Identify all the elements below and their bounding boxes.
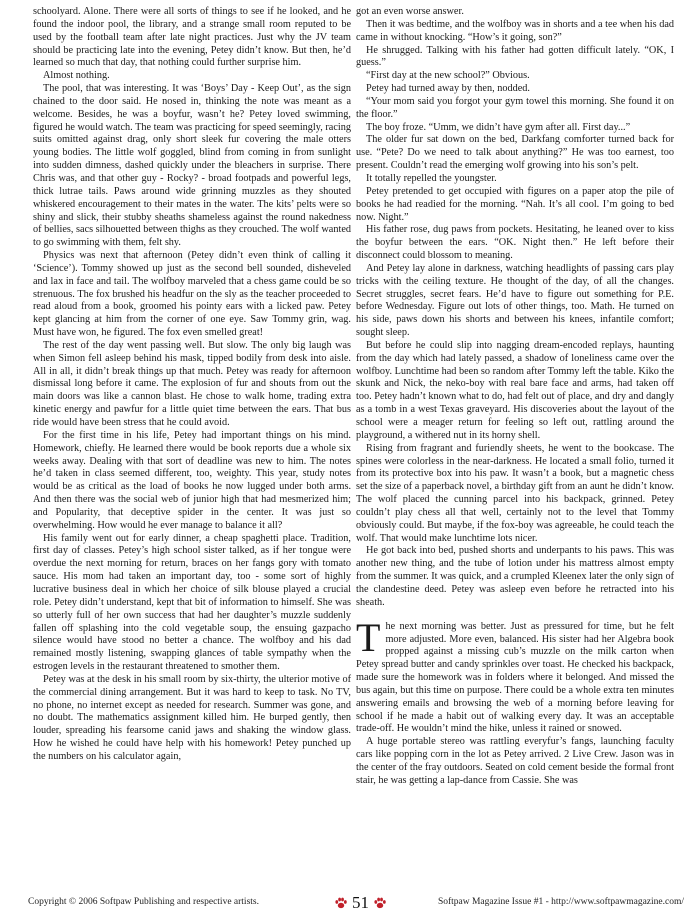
paragraph: Petey was at the desk in his small room by six-thirty, the ulterior motive of the commercial dining arrangement. But it was hard to keep to task. No TV, no phone, no internet except as needed for research. Summer was gone, and no doubt. The mathematics assignment killed him. He burped gently, then louder, spreading his fearsome canid jaws and shaking the window glass. How he wished he could have help with his homework! Petey punched up the numbers on his calculator again, xyxy=(33,673,351,762)
paragraph: And Petey lay alone in darkness, watching headlights of passing cars play tricks with the ceiling texture. He thought of the day, of all the changes. Secret struggles, secret fears. He’d have to figure out something for P.E. before Wednesday. Figure out lots of other things, too. Math. He turned on his side, paws down his shorts and between his knees, infantile comfort; sought sleep. xyxy=(356,262,674,339)
paragraph: Petey pretended to get occupied with figures on a paper atop the pile of books he had readied for the morning. “Nah. It’s all cool. I’m going to bed now. Night.” xyxy=(356,185,674,223)
page-number-block xyxy=(334,893,387,913)
paragraph: But before he could slip into nagging dream-encoded replays, haunting from the day which had lately passed, a shadow of loneliness came over the wolfboy. Lunchtime had been so random after Tommy left the table. Kiko the skunk and Nick, the neko-boy with real bare face and arms, had taken off too. Petey hadn’t known what to do, had felt out of place, and dry and dangly as a tomb in a west Texas graveyard. His discoveries about the layout of the school were a meager return for feeling so left out, rattling around the playground, a withered nut in its horny shell. xyxy=(356,339,674,441)
paragraph: Rising from fragrant and furiendly sheets, he went to the bookcase. The spines were colorless in the near-darkness. He located a small folio, turned it from its protective box into his paw. It wasn’t a book, but a magnetic chess set the size of a paperback novel, a birthday gift from an aunt he didn’t know. The wolf placed the cunning parcel into his backpack, grinned. Petey couldn’t play chess all that well, certainly not to the level that Tommy obviously could. But maybe, if the fox-boy was agreeable, he could teach the wolf. That would make lunchtime lots nicer. xyxy=(356,442,674,544)
paragraph: schoolyard. Alone. There were all sorts of things to see if he looked, and he found the indoor pool, the library, and a strange small room reputed to be used by the football team after late night practices. Just why the JV team should be practicing late into the evening, Petey didn’t know. But then, he’d learned so much that day, that nothing could further surprise him. xyxy=(33,6,351,69)
paragraph: The older fur sat down on the bed, Darkfang comforter turned back for use. “Pete? Do we need to talk about anything?” He was too earnest, too present. Couldn’t read the emerging wolf growing into his son’s pelt. xyxy=(356,134,674,172)
paragraph: His family went out for early dinner, a cheap spaghetti place. Tradition, first day of classes. Petey’s high school sister talked, as if her tongue were overdue the next morning for return, braces on her fangs gory with tomato sauce. His mom had taken an important day, too - some sort of highly lucrative business deal in which her choice of silk blouse played a crucial role. Petey didn’t understand, kept that bit of information to himself. She was so utterly full of her own success that had her daughter’s muzzle suddenly fallen off splashing into the cold vegetable soup, the ensuing gazpacho silence would have stood no better a chance. The wolfboy and his dad remained mostly listening, swapping glances of table sympathy when the estrogen levels in the restaurant threatened to smother them. xyxy=(33,532,351,673)
paragraph: The boy froze. “Umm, we didn’t have gym after all. First day...” xyxy=(366,121,631,133)
paragraph: He got back into bed, pushed shorts and underpants to his paws. This was another new thing, and the tube of lotion under his mattress almost empty from the summer. It was quick, and a crumpled Kleenex later the only sign of the clandestine deed. Petey was asleep even before he retracted into his sheath. xyxy=(356,545,674,608)
paragraph: Almost nothing. xyxy=(43,70,110,82)
right-column xyxy=(356,6,674,788)
page-footer xyxy=(28,895,686,913)
paragraph: He shrugged. Talking with his father had gotten difficult lately. “OK, I guess.” xyxy=(356,44,674,69)
magazine-credit: Softpaw Magazine Issue #1 - http://www.softpawmagazine.com/ xyxy=(437,897,684,907)
paragraph: Then it was bedtime, and the wolfboy was in shorts and a tee when his dad came in without knocking. “How’s it going, son?” xyxy=(356,18,674,43)
paragraph: got an even worse answer. xyxy=(356,6,464,17)
paragraph: The rest of the day went passing well. But slow. The only big laugh was when Simon fell asleep behind his mask, tipped bodily from desk into aisle. All in all, it didn’t break things up that much. Petey was ready for afternoon dismissal long before it came. The explosion of fur and shouts from out the main doors was like a cannon blast. He chose to walk home, trading extra kinetic energy and pawfur for a little quiet time between the ears. That bus ride would have been stress that he could avoid. xyxy=(33,339,351,428)
paragraph: “Your mom said you forgot your gym towel this morning. She found it on the floor.” xyxy=(356,95,674,120)
paw-print-icon xyxy=(373,896,387,910)
paragraph: A huge portable stereo was rattling everyfur’s fangs, launching faculty cars like popping corn in the lot as Petey arrived. 2 Live Crew. Jason was in the center of the fray outdoors. Seated on cold cement beside the formal front stair, he was getting a lap-dance from Cassie. She was xyxy=(356,736,674,786)
paw-print-icon xyxy=(334,896,348,910)
paragraph: For the first time in his life, Petey had important things on his mind. Homework, chiefly. He learned there would be book reports due a whole six weeks away. Dealing with that sort of deadline was new to him. The notes he’d taken in class seemed different, too, weighty. This year, study notes would be as critical as the load of books he now lugged under both arms. And then there was the social web of junior high that had mesmerized him; and Popularity, that deceptive spider in the center. It was just so overwhelming. How would he ever manage to balance it all? xyxy=(33,429,351,531)
paragraph-text: he next morning was better. Just as pressured for time, but he felt more adjusted. More even, balanced. His sister had her Algebra book propped against a missing cub’s muzzle on the milk carton when Petey spread butter and candy sprinkles over toast. He checked his backpack, made sure the homework was in folders where it belonged. And missed the bus again, but this time on purpose. There could be a whole extra ten minutes answering emails and browsing the web of a morning before leaving for school if he made a habit out of walking every day. It was an acceptable trade-off. He wouldn’t mind the hike, unless it rained or snowed. xyxy=(356,620,674,735)
section-start-paragraph xyxy=(356,614,674,737)
paragraph: His father rose, dug paws from pockets. Hesitating, he leaned over to kiss the boyfur between the ears. “OK. Night then.” He left before their disconnect could blossom to meaning. xyxy=(356,224,674,262)
copyright-notice: Copyright © 2006 Softpaw Publishing and respective artists. xyxy=(28,897,259,907)
drop-cap: T xyxy=(356,614,381,660)
paragraph: It totally repelled the youngster. xyxy=(366,172,497,184)
page-number: 51 xyxy=(352,893,369,912)
paragraph: “First day at the new school?” Obvious. xyxy=(366,70,530,82)
paragraph: The pool, that was interesting. It was ‘Boys’ Day - Keep Out’, as the sign chained to the door said. He nosed in, thinking the note was meant as a welcome. Besides, he was a boyfur, wasn’t he? Petey loved swimming, figured he would watch. The team was practicing for speed seemingly, racing suits omitted against drag, only short sleek fur covering the male otters young bodies. The little wolf goggled, blind from coming in from sunlight into sudden dimness, dashed quickly under the bleachers in surprise. There Chris was, and that other guy - Rocky? - broad footpads and powerful legs, thick lutrae tails. Paws around wide grinning muzzles as they shouted whiskered encouragement to their mates in the water. The kits’ pelts were so shiny and slick, their stubby sheaths shameless against the round nakedness of bellies, sacs silhouetted between thighs as they crouched. The wolf wanted to go swimming with them, felt shy. xyxy=(33,83,351,249)
left-column xyxy=(33,6,351,764)
paragraph: Physics was next that afternoon (Petey didn’t even think of calling it ‘Science’). Tommy showed up just as the second bell sounded, disheveled and lax in face and tail. The wolfboy marveled that a chess game could be so strenuous. The fox brushed his headfur on the sly as the teacher proceeded to read aloud from a book, groomed his pointy ears with a licked paw. Petey kept glancing at him from the corner of one eye. Saw Tommy grin, wag. Must have won, he figured. The fox even smelled great! xyxy=(33,250,351,339)
paragraph: Petey had turned away by then, nodded. xyxy=(366,83,530,95)
